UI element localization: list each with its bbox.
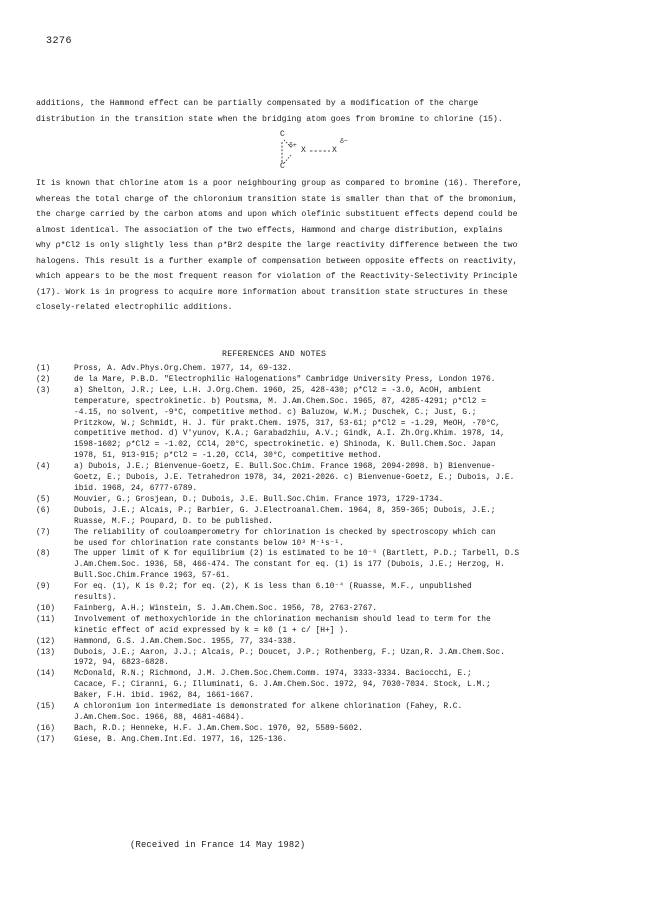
reference-text <box>74 669 640 702</box>
reference-line: A chloronium ion intermediate is demonstrated for alkene chlorination (Fahey, R.C. <box>74 702 463 712</box>
text-line: whereas the total charge of the chloronium transition state is smaller than that of the bromonium, <box>36 194 518 204</box>
reference-text <box>74 615 640 637</box>
reference-text <box>74 702 640 724</box>
reference-line: Pritzkow, W.; Schmidt, H. J. für prakt.Chem. 1975, 317, 53-61; ρ*Cl2 = -1.29, MeOH, -70°C, <box>74 418 501 428</box>
reference-line: -4.15, no solvent, -9°C, competitive method. c) Baluzow, W.M.; Duschek, C.; Just, G.; <box>74 407 477 417</box>
references-list <box>36 364 640 746</box>
reference-item <box>36 582 640 604</box>
reference-item <box>36 549 640 582</box>
reference-text <box>74 506 640 528</box>
reference-line: 1972, 94, 6823-6828. <box>74 658 169 668</box>
bridged-transition-state-figure <box>276 130 396 174</box>
reference-number: (14) <box>36 669 55 679</box>
reference-number: (3) <box>36 385 51 395</box>
paragraph-chlorine-neighbouring-group <box>36 176 636 316</box>
text-line: which appears to be the most frequent reason for violation of the Reactivity-Selectivity Principle <box>36 272 518 281</box>
reference-text <box>74 375 640 386</box>
reference-line: The upper limit of K for equilibrium (2) is estimated to be 10⁻⁶ (Bartlett, P.D.; Tarbell, D.S <box>74 549 520 559</box>
reference-item <box>36 669 640 702</box>
reference-item <box>36 637 640 648</box>
text-line: halogens. This result is a further example of compensation between opposite effects on reactivity, <box>36 256 518 266</box>
reference-item <box>36 506 640 528</box>
reference-line: be used for chlorination rate constants below 10³ M⁻¹s⁻¹. <box>74 538 344 548</box>
reference-line: Goetz, E.; Dubois, J.E. Tetrahedron 1978, 34, 2021-2026. c) Bienvenue-Goetz, E.; Dubois, J.E. <box>74 473 515 483</box>
reference-line: de la Mare, P.B.D. "Electrophilic Halogenations" Cambridge University Press, London 1976. <box>74 374 496 384</box>
reference-number: (9) <box>36 582 51 592</box>
reference-text <box>74 582 640 604</box>
reference-number: (4) <box>36 462 51 472</box>
reference-item <box>36 615 640 637</box>
reference-text <box>74 604 640 615</box>
reference-item <box>36 735 640 746</box>
reference-item <box>36 702 640 724</box>
reference-item <box>36 528 640 550</box>
reference-item <box>36 375 640 386</box>
reference-item <box>36 648 640 670</box>
reference-item <box>36 495 640 506</box>
reference-text <box>74 648 640 670</box>
reference-text <box>74 386 640 462</box>
reference-line: Baker, F.H. ibid. 1962, 84, 1661-1667. <box>74 691 254 701</box>
reference-item <box>36 364 640 375</box>
reference-number: (10) <box>36 603 55 613</box>
text-line: almost identical. The association of the two effects, Hammond and charge distribution, explains <box>36 225 503 235</box>
reference-line: competitive method. d) V'yunov, K.A.; Garabadzhiu, A.V.; Gindk, A.I. Zh.Org.Khim. 1978, 14, <box>74 429 505 439</box>
reference-number: (16) <box>36 723 55 733</box>
reference-number: (12) <box>36 636 55 646</box>
reference-text <box>74 735 640 746</box>
reference-number: (15) <box>36 702 55 712</box>
page-number: 3276 <box>46 36 73 47</box>
reference-line: Pross, A. Adv.Phys.Org.Chem. 1977, 14, 69-132. <box>74 364 292 373</box>
reference-line: Involvement of methoxychloride in the chlorination mechanism should lead to term for the <box>74 614 491 624</box>
received-date: (Received in France 14 May 1982) <box>130 840 306 850</box>
reference-item <box>36 462 640 495</box>
reference-line: Dubois, J.E.; Alcais, P.; Barbier, G. J.Electroanal.Chem. 1964, 8, 359-365; Dubois, J.E.; <box>74 505 496 515</box>
delta-plus-label: δ+ <box>289 142 297 149</box>
references-heading: REFERENCES AND NOTES <box>222 350 327 359</box>
reference-line: J.Am.Chem.Soc. 1936, 58, 466-474. The constant for eq. (1) is 177 (Dubois, J.E.; Herzog, H. <box>74 560 505 570</box>
reference-text <box>74 724 640 735</box>
reference-line: kinetic effect of acid expressed by k = k0 (1 + c/ [H+] ). <box>74 625 349 635</box>
reference-line: a) Shelton, J.R.; Lee, L.H. J.Org.Chem. 1960, 25, 428-430; ρ*Cl2 = -3.0, AcOH, ambient <box>74 385 482 395</box>
reference-number: (6) <box>36 505 51 515</box>
reference-item <box>36 386 640 462</box>
text-line: closely-related electrophilic additions. <box>36 303 233 312</box>
reference-line: results). <box>74 593 117 603</box>
reference-line: Fainberg, A.H.; Winstein, S. J.Am.Chem.Soc. 1956, 78, 2763-2767. <box>74 603 378 613</box>
text-line: why ρ*Cl2 is only slightly less than ρ*Br2 despite the large reactivity difference between the two <box>36 241 518 250</box>
leaving-atom-label: X <box>332 146 337 155</box>
reference-text <box>74 637 640 648</box>
reference-item <box>36 724 640 735</box>
reference-number: (7) <box>36 527 51 537</box>
reference-line: Dubois, J.E.; Aaron, J.J.; Alcais, P.; Doucet, J.P.; Rothenberg, F.; Uzan,R. J.Am.Chem.Soc. <box>74 647 505 657</box>
reference-line: J.Am.Chem.Soc. 1966, 88, 4681-4684). <box>74 713 245 722</box>
reference-line: 1598-1602; ρ*Cl2 = -1.02, CCl4, 20°C, spectrokinetic. e) Shinoda, K. Bull.Chem.Soc. Japan <box>74 440 496 450</box>
reference-line: temperature, spectrokinetic. b) Poutsma, M. J.Am.Chem.Soc. 1965, 87, 4285-4291; ρ*Cl2 = <box>74 396 486 406</box>
text-line: distribution in the transition state when the bridging atom goes from bromine to chlorine (15). <box>36 114 503 124</box>
reference-line: Mouvier, G.; Grosjean, D.; Dubois, J.E. Bull.Soc.Chim. France 1973, 1729-1734. <box>74 494 444 504</box>
reference-line: ibid. 1968, 24, 6777-6789. <box>74 483 198 493</box>
bridging-atom-label: X <box>301 146 306 155</box>
reference-line: Cacace, F.; Ciranni, G.; Illuminati, G. J.Am.Chem.Soc. 1972, 94, 7030-7034. Stock, L.M.; <box>74 680 491 690</box>
paragraph-hammond-effect <box>36 96 636 127</box>
reference-line: Hammond, G.S. J.Am.Chem.Soc. 1955, 77, 334-338. <box>74 636 297 646</box>
reference-number: (2) <box>36 374 51 384</box>
text-line: It is known that chlorine atom is a poor neighbouring group as compared to bromine (16). Therefore, <box>36 179 523 188</box>
reference-number: (17) <box>36 734 55 744</box>
reference-line: The reliability of couloamperometry for chlorination is checked by spectroscopy which can <box>74 527 496 537</box>
reference-line: Bach, R.D.; Henneke, H.F. J.Am.Chem.Soc. 1970, 92, 5589-5602. <box>74 723 363 733</box>
reference-number: (8) <box>36 549 51 559</box>
carbon-bottom-label: C <box>280 162 285 171</box>
text-line: the charge carried by the carbon atoms and upon which olefinic substituent effects depend could be <box>36 210 518 219</box>
reference-text <box>74 462 640 495</box>
reference-number: (13) <box>36 647 55 657</box>
reference-line: a) Dubois, J.E.; Bienvenue-Goetz, E. Bull.Soc.Chim. France 1968, 2094-2098. b) Bienvenue- <box>74 462 496 472</box>
reference-line: Ruasse, M.F.; Poupard, D. to be published. <box>74 516 273 526</box>
text-line: (17). Work is in progress to acquire more information about transition state structures in these <box>36 287 508 297</box>
reference-text <box>74 549 640 582</box>
reference-number: (5) <box>36 494 51 504</box>
reference-number: (11) <box>36 614 55 624</box>
delta-minus-label: δ− <box>340 138 348 145</box>
carbon-top-label: C <box>280 130 285 139</box>
reference-number: (1) <box>36 364 51 373</box>
reference-text <box>74 364 640 375</box>
reference-item <box>36 604 640 615</box>
reference-line: For eq. (1), K is 0.2; for eq. (2), K is less than 6.10⁻⁴ (Ruasse, M.F., unpublished <box>74 582 472 592</box>
reference-text <box>74 495 640 506</box>
reference-line: 1978, 51, 913-915; ρ*Cl2 = -1.20, CCl4, 30°C, competitive method. <box>74 451 382 461</box>
reference-text <box>74 528 640 550</box>
reference-line: Bull.Soc.Chim.France 1963, 57-61. <box>74 571 231 581</box>
reference-line: Giese, B. Ang.Chem.Int.Ed. 1977, 16, 125-136. <box>74 734 288 744</box>
reference-line: McDonald, R.N.; Richmond, J.M. J.Chem.Soc.Chem.Comm. 1974, 3333-3334. Baciocchi, E.; <box>74 669 472 679</box>
text-line: additions, the Hammond effect can be partially compensated by a modification of the charge <box>36 99 479 108</box>
